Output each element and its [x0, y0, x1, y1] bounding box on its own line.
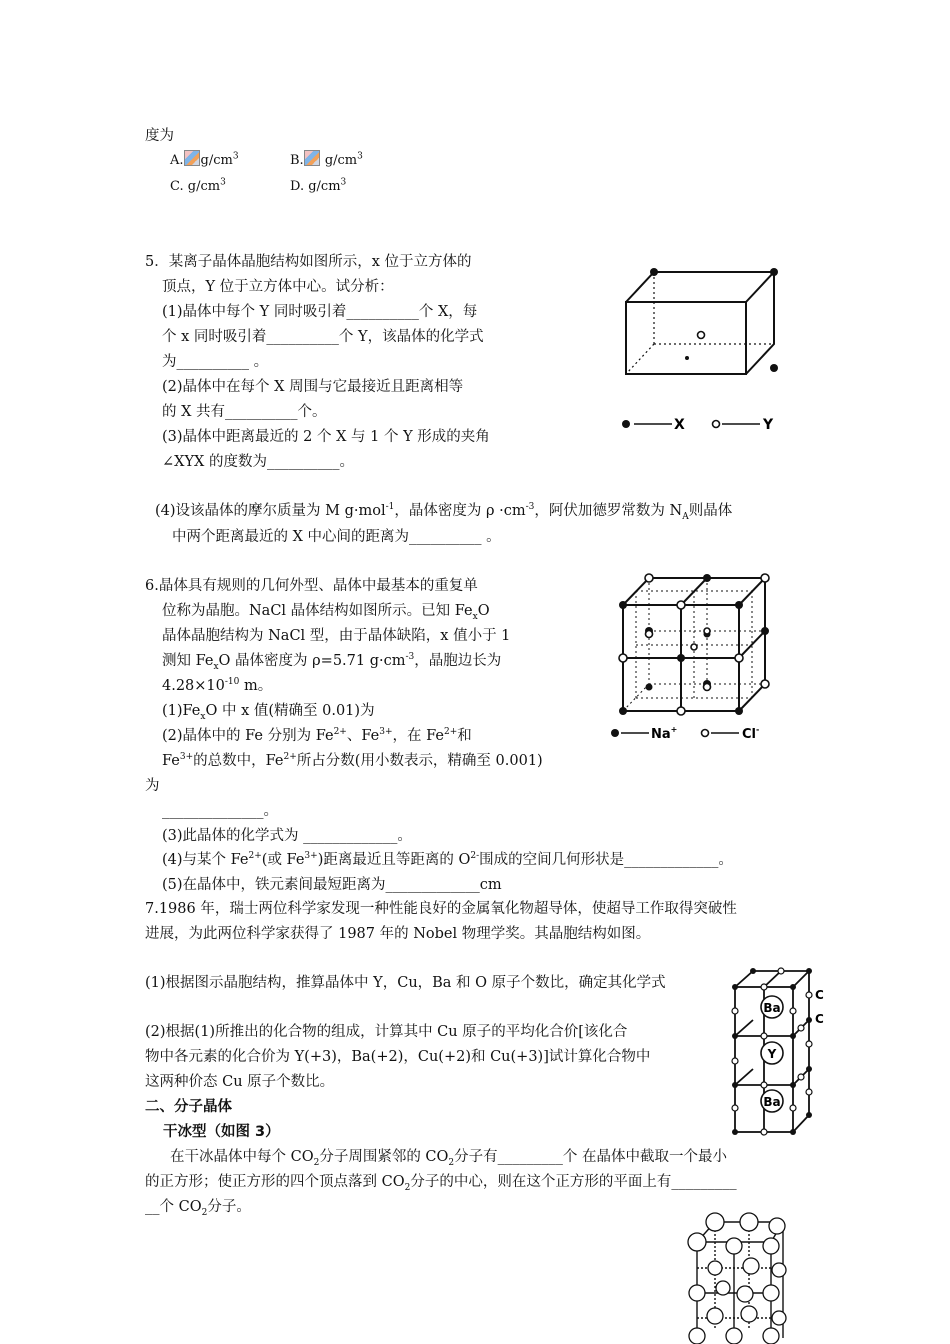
- option-b-label: B.: [290, 153, 304, 168]
- q6-line4: [162, 651, 501, 671]
- sec2-line1-c: 分子有_________个 在晶体中截取一个最小: [454, 1149, 728, 1165]
- cu-atom: [806, 1112, 812, 1118]
- superscript: 3+: [304, 851, 318, 862]
- q7-line4: (2)根据(1)所推出的化合物的组成，计算其中 Cu 原子的平均化合价[该化合: [145, 1024, 628, 1040]
- cl-ion: [704, 684, 711, 691]
- legend-na-sup: +: [670, 725, 678, 734]
- cl-ion: [646, 631, 653, 638]
- co2-molecule: [743, 1258, 759, 1274]
- cl-ion: [735, 654, 743, 662]
- cell-edge: [735, 1020, 753, 1036]
- o-label: C: [815, 1012, 824, 1026]
- superscript: 3: [340, 177, 347, 188]
- sec2-line1-a: 在干冰晶体中每个 CO: [170, 1149, 314, 1165]
- superscript: -3: [525, 502, 535, 513]
- cube-edge: [746, 272, 774, 302]
- q5-line10-g: 则晶体: [688, 503, 733, 519]
- o-atom: [790, 1105, 796, 1111]
- section-heading: 二、分子晶体: [145, 1099, 232, 1115]
- cell-edge: [793, 971, 809, 987]
- cube-back-edges: [626, 272, 774, 374]
- superscript: 3+: [179, 752, 194, 763]
- q6-line2-b: O: [477, 603, 490, 619]
- superscript: 2-: [470, 851, 480, 862]
- cube-hidden-edge: [626, 344, 654, 374]
- co2-molecule: [741, 1306, 757, 1322]
- x-atom: [685, 356, 689, 360]
- sec2-line2-a: 的正方形；使正方形的四个顶点落到 CO: [145, 1174, 405, 1190]
- q6-line5: [162, 676, 272, 696]
- superscript: 2+: [283, 752, 297, 763]
- q6-line2: [162, 601, 490, 621]
- subscript: x: [472, 611, 478, 622]
- q6-line7: [162, 726, 472, 746]
- na-ion: [761, 627, 769, 635]
- subscript: 2: [201, 1207, 208, 1218]
- q4-tail: 度为: [145, 128, 174, 144]
- sec2-line2: [145, 1172, 737, 1192]
- q6-line6: [162, 701, 375, 721]
- q7-line6: 这两种价态 Cu 原子个数比。: [145, 1074, 335, 1090]
- o-atom: [732, 1008, 738, 1014]
- q5-line6: (2)晶体中在每个 X 周围与它最接近且距离相等: [162, 379, 464, 395]
- superscript: -3: [405, 652, 415, 663]
- q6-line8-c: 所占分数(用小数表示，精确至 0.001): [296, 753, 543, 769]
- formula-image-icon: [304, 150, 320, 166]
- co2-molecule: [716, 1281, 730, 1295]
- subscript: 2: [313, 1157, 320, 1168]
- q5-line7: 的 X 共有__________个。: [162, 404, 327, 420]
- na-ion: [735, 601, 743, 609]
- o-atom: [806, 1089, 812, 1095]
- co2-molecule: [772, 1263, 786, 1277]
- x-atom: [650, 268, 658, 276]
- option-a-label: A.: [170, 153, 184, 168]
- o-atom: [806, 1041, 812, 1047]
- cu-label: C: [815, 988, 824, 1002]
- co2-molecule: [763, 1328, 779, 1344]
- cu-atom: [732, 1033, 738, 1039]
- q6-line2-a: 位称为晶胞。NaCl 晶体结构如图所示。已知 Fe: [162, 603, 473, 619]
- q5-line8: (3)晶体中距离最近的 2 个 X 与 1 个 Y 形成的夹角: [162, 429, 490, 445]
- formula-image-icon: [184, 150, 200, 166]
- q6-line4-b: O 晶体密度为 ρ=5.71 g·cm: [218, 653, 406, 669]
- q4-option-d: [290, 177, 346, 197]
- o-atom: [732, 1058, 738, 1064]
- cl-ion: [761, 680, 769, 688]
- superscript: 3: [357, 151, 363, 162]
- superscript: 3+: [379, 727, 393, 738]
- cu-atom: [790, 1033, 796, 1039]
- o-atom: [806, 992, 812, 998]
- o-atom: [778, 968, 784, 974]
- q5-line3: (1)晶体中每个 Y 同时吸引着__________个 X，每: [162, 304, 478, 320]
- co2-molecule: [708, 1261, 722, 1275]
- q6-line4-c: ，晶胞边长为: [414, 653, 502, 669]
- na-ion: [619, 601, 627, 609]
- subscript: x: [200, 711, 206, 722]
- legend-na-label: [651, 725, 677, 742]
- superscript: 2+: [248, 851, 262, 862]
- q5-line4: 个 x 同时吸引着__________个 Y，该晶体的化学式: [162, 329, 484, 345]
- sec2-line1: [170, 1147, 727, 1167]
- co2-molecule: [688, 1233, 706, 1251]
- legend-cl-text: Cl: [742, 727, 756, 742]
- cl-ion: [645, 574, 653, 582]
- q6-line10: ______________。: [162, 803, 278, 819]
- q5-line10: [155, 501, 732, 521]
- q5-line2: 顶点，Y 位于立方体中心。试分析：: [162, 279, 394, 295]
- cu-atom: [790, 1129, 796, 1135]
- x-atom: [770, 268, 778, 276]
- option-b-unit: g/cm: [320, 153, 358, 168]
- cl-ion: [761, 574, 769, 582]
- y-legend-dot: [713, 421, 720, 428]
- legend-na-text: Na: [651, 727, 671, 742]
- y-label: Y: [767, 1047, 777, 1061]
- q6-line7-c: ，在 Fe: [392, 728, 444, 744]
- q6-line12-b: (或 Fe: [261, 852, 305, 868]
- y-atom: [698, 332, 705, 339]
- co2-molecule: [707, 1308, 723, 1324]
- cl-legend-dot: [702, 730, 709, 737]
- cell-edge: [735, 1069, 753, 1085]
- cu-atom: [732, 984, 738, 990]
- option-a-unit: g/cm: [200, 153, 233, 168]
- cu-atom: [732, 1129, 738, 1135]
- q6-line4-a: 测知 Fe: [162, 653, 214, 669]
- q6-line9: 为: [145, 778, 160, 794]
- subscript: 2: [448, 1157, 455, 1168]
- co2-molecule: [763, 1285, 779, 1301]
- subscript: 2: [404, 1182, 411, 1193]
- legend-x-label: X: [674, 417, 685, 433]
- co2-molecule: [740, 1213, 758, 1231]
- q6-line13: (5)在晶体中，铁元素间最短距离为_____________cm: [162, 877, 502, 893]
- section-subheading: 干冰型（如图 3）: [163, 1124, 280, 1140]
- o-atom: [761, 1033, 767, 1039]
- na-ion: [735, 707, 743, 715]
- q6-line7-d: 和: [457, 728, 472, 744]
- superconductor-cell-figure: [725, 965, 825, 1137]
- q7-line5: 物中各元素的化合价为 Y(+3)，Ba(+2)，Cu(+2)和 Cu(+3)]试计算化合物中: [145, 1049, 651, 1065]
- cl-ion: [691, 644, 697, 650]
- co2-molecule: [726, 1328, 742, 1344]
- x-legend-dot: [622, 420, 630, 428]
- na-ion: [677, 654, 685, 662]
- q6-line11: (3)此晶体的化学式为 _____________。: [162, 828, 412, 844]
- co2-molecule: [772, 1311, 786, 1325]
- cu-atom: [732, 1082, 738, 1088]
- subscript: x: [213, 661, 219, 672]
- sec2-line3: [145, 1197, 251, 1217]
- option-c-text: C. g/cm: [170, 179, 221, 194]
- q6-line5-b: m。: [239, 678, 273, 694]
- dry-ice-cell-figure: [675, 1208, 795, 1344]
- o-atom: [790, 1008, 796, 1014]
- q4-option-a: [170, 150, 239, 171]
- o-atom: [732, 1105, 738, 1111]
- o-atom: [761, 984, 767, 990]
- q5-line1: 5．某离子晶体晶胞结构如图所示，x 位于立方体的: [145, 254, 472, 270]
- na-ion: [703, 574, 711, 582]
- q5-line9: ∠XYX 的度数为__________。: [162, 454, 354, 470]
- cu-atom: [806, 1017, 812, 1023]
- co2-molecule: [763, 1238, 779, 1254]
- cubic-cell-figure: [612, 262, 790, 440]
- superscript: -1: [385, 502, 395, 513]
- co2-molecule: [737, 1286, 753, 1302]
- q6-line7-b: 、Fe: [346, 728, 380, 744]
- sec2-line3-b: 分子。: [207, 1199, 251, 1215]
- legend-cl-label: [742, 725, 759, 742]
- q5-line10-a: (4)设该晶体的摩尔质量为 M g·mol: [155, 503, 386, 519]
- co2-molecule: [689, 1328, 705, 1344]
- q6-line1: 6.晶体具有规则的几何外型、晶体中最基本的重复单: [145, 578, 478, 594]
- co2-molecule: [726, 1238, 742, 1254]
- q6-line8-a: Fe: [162, 753, 180, 769]
- superscript: 3: [220, 177, 226, 188]
- q5-line10-c: ，晶体密度为 ρ ·cm: [394, 503, 526, 519]
- cube-front-face: [626, 302, 746, 374]
- superscript: 3: [232, 151, 239, 162]
- q6-line12-d: 围成的空间几何形状是_____________。: [479, 852, 733, 868]
- superscript: 2+: [333, 727, 347, 738]
- ba-label-top: Ba: [763, 1001, 781, 1015]
- q5-line5: 为__________ 。: [162, 354, 269, 370]
- option-d-text: D. g/cm: [290, 179, 341, 194]
- sec2-line3-a: __个 CO: [145, 1199, 202, 1215]
- q7-line1: 7.1986 年，瑞士两位科学家发现一种性能良好的金属氧化物超导体，使超导工作取得突破性: [145, 901, 737, 917]
- q6-line7-a: (2)晶体中的 Fe 分别为 Fe: [162, 728, 334, 744]
- na-ion: [619, 707, 627, 715]
- q6-line12: [162, 850, 733, 870]
- na-ion: [646, 684, 653, 691]
- nacl-cell-figure: [605, 570, 770, 750]
- x-atom: [770, 364, 778, 372]
- cl-ion: [677, 601, 685, 609]
- q5-line11: 中两个距离最近的 X 中心间的距离为__________ 。: [172, 529, 501, 545]
- cu-atom: [806, 968, 812, 974]
- q4-option-b: [290, 150, 363, 171]
- na-legend-dot: [611, 729, 619, 737]
- cu-atom: [750, 968, 756, 974]
- legend-y-label: Y: [763, 417, 774, 433]
- cl-ion: [704, 628, 710, 634]
- q7-line2: 进展，为此两位科学家获得了 1987 年的 Nobel 物理学奖。其晶胞结构如图。: [145, 926, 651, 942]
- o-atom: [761, 1082, 767, 1088]
- q6-line3: 晶体晶胞结构为 NaCl 型，由于晶体缺陷，x 值小于 1: [162, 628, 511, 644]
- o-atom: [798, 1074, 804, 1080]
- cu-atom: [806, 1066, 812, 1072]
- q6-line6-b: O 中 x 值(精确至 0.01)为: [205, 703, 375, 719]
- co2-molecule: [689, 1285, 705, 1301]
- cl-ion: [677, 707, 685, 715]
- superscript: -10: [224, 677, 240, 688]
- cu-atom: [790, 1082, 796, 1088]
- q6-line12-c: )距离最近且等距离的 O: [317, 852, 471, 868]
- sec2-line1-b: 分子周围紧邻的 CO: [319, 1149, 449, 1165]
- q5-line10-e: ，阿伏加德罗常数为 N: [534, 503, 683, 519]
- subscript: A: [682, 511, 689, 522]
- co2-molecule: [769, 1218, 785, 1234]
- q6-line8: [162, 751, 543, 771]
- q7-line3: (1)根据图示晶胞结构，推算晶体中 Y，Cu，Ba 和 O 原子个数比，确定其化学式: [145, 975, 666, 991]
- cl-ion: [619, 654, 627, 662]
- superscript: 2+: [443, 727, 458, 738]
- q6-line8-b: 的总数中，Fe: [193, 753, 284, 769]
- o-atom: [798, 1025, 804, 1031]
- o-atom: [761, 1129, 767, 1135]
- q6-line5-a: 4.28×10: [162, 678, 225, 694]
- sec2-line2-b: 分子的中心，则在这个正方形的平面上有_________: [410, 1174, 737, 1190]
- cu-atom: [790, 984, 796, 990]
- legend-cl-sup: -: [756, 725, 760, 734]
- ba-label-bottom: Ba: [763, 1095, 781, 1109]
- co2-molecule: [706, 1213, 724, 1231]
- q4-option-c: [170, 177, 226, 197]
- q6-line12-a: (4)与某个 Fe: [162, 852, 249, 868]
- q6-line6-a: (1)Fe: [162, 703, 201, 719]
